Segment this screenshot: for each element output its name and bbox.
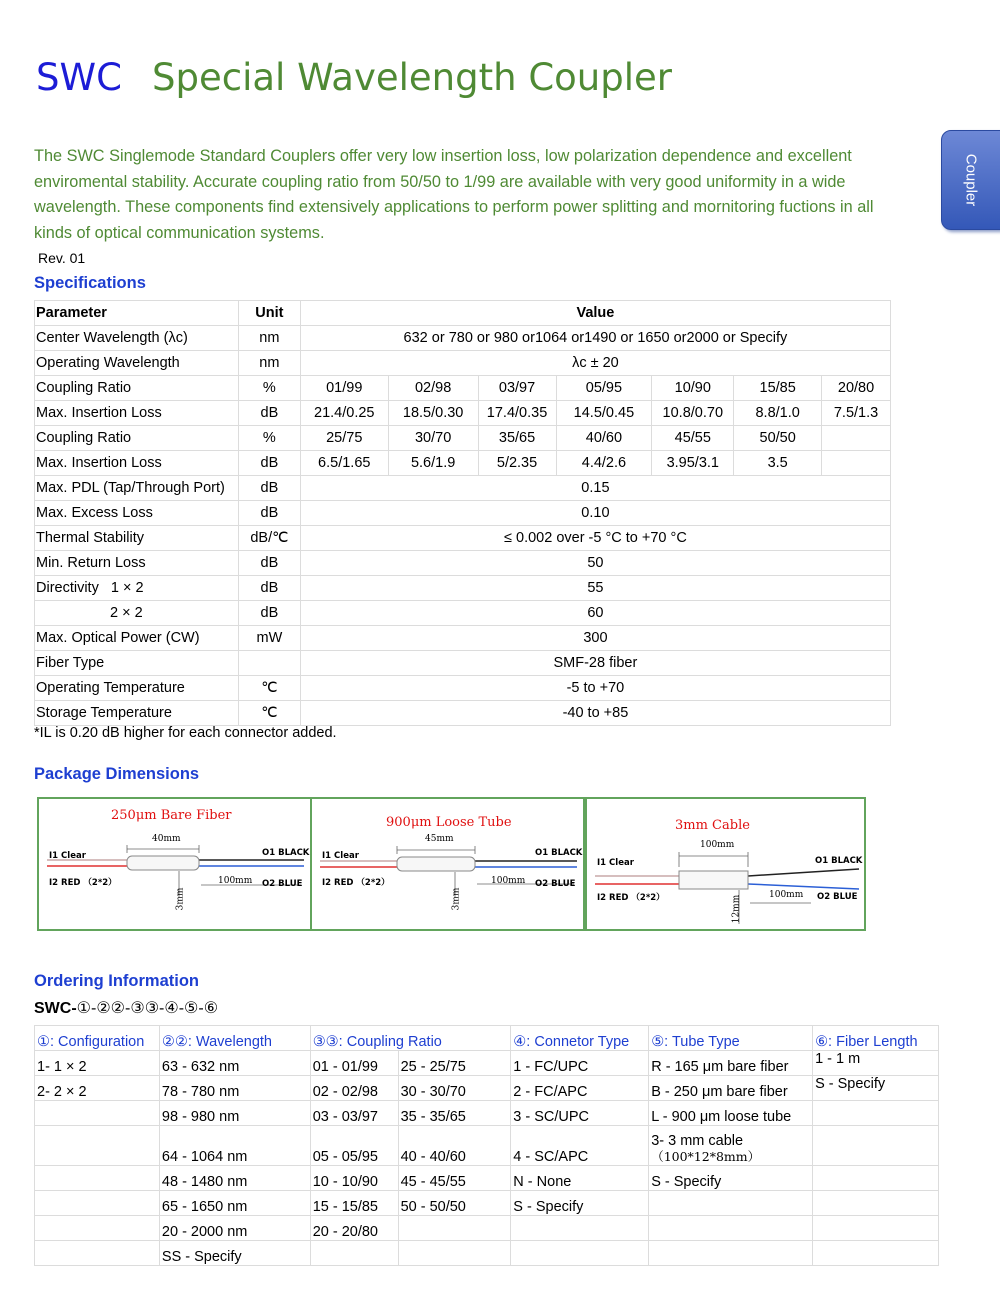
spec-unit: mW (238, 626, 300, 651)
spec-param: Directivity 1 × 2 (35, 576, 239, 601)
opt-tube (649, 1191, 813, 1216)
spec-value: 10/90 (652, 376, 734, 401)
spec-row (35, 651, 891, 676)
spec-row (35, 451, 891, 476)
spec-param: Max. PDL (Tap/Through Port) (35, 476, 239, 501)
intro-paragraph: The SWC Singlemode Standard Couplers offer very low insertion loss, low polarization dependence and excellent enviromental stability. Accurate coupling ratio from 50/50 to 1/99 are available with very good uniformity in a wide wavelength. These components find extensively applications to perform power splitting and mornitoring fuctions in all kinds of optical communication systems. (34, 147, 874, 243)
opt-connector: S - Specify (511, 1191, 649, 1216)
spec-value: SMF-28 fiber (300, 651, 890, 676)
spec-unit: ℃ (238, 701, 300, 726)
spec-param: Max. Excess Loss (35, 501, 239, 526)
spec-param: Fiber Type (35, 651, 239, 676)
header-value: Value (300, 301, 890, 326)
dim-length: 40mm (152, 834, 181, 844)
spec-unit: dB (238, 551, 300, 576)
spec-row (35, 501, 891, 526)
spec-value: 21.4/0.25 (300, 401, 388, 426)
ordering-row (35, 1051, 939, 1076)
cable-spec: （100*12*8mm） (651, 1149, 761, 1164)
spec-value: 60 (300, 601, 890, 626)
spec-value: 50/50 (734, 426, 822, 451)
side-tab-label: Coupler (962, 153, 980, 207)
spec-unit: dB (238, 576, 300, 601)
opt-ratio: 30 - 30/70 (398, 1076, 511, 1101)
spec-param: Coupling Ratio (35, 376, 239, 401)
opt-ratio (310, 1241, 398, 1266)
spec-param: Max. Optical Power (CW) (35, 626, 239, 651)
spec-unit: nm (238, 351, 300, 376)
spec-value: λc ± 20 (300, 351, 890, 376)
spec-param: Coupling Ratio (35, 426, 239, 451)
opt-length: 1 - 1 m (813, 1051, 939, 1076)
opt-length (813, 1126, 939, 1166)
spec-value: ≤ 0.002 over -5 °C to +70 °C (300, 526, 890, 551)
opt-wavelength: SS - Specify (159, 1241, 310, 1266)
opt-tube: 3- 3 mm cable (651, 1133, 744, 1149)
opt-ratio (398, 1216, 511, 1241)
package-panel-cable (585, 797, 866, 931)
spec-value: 632 or 780 or 980 or1064 or1490 or 1650 or2000 or Specify (300, 326, 890, 351)
spec-value: 15/85 (734, 376, 822, 401)
opt-tube-cable (649, 1126, 813, 1166)
label-o2: O2 BLUE (535, 879, 576, 889)
label-o2: O2 BLUE (262, 879, 303, 889)
opt-length (813, 1191, 939, 1216)
spec-row (35, 376, 891, 401)
header-configuration: ①: Configuration (35, 1026, 160, 1051)
specifications-table (34, 300, 891, 726)
spec-value: 25/75 (300, 426, 388, 451)
opt-config: 2- 2 × 2 (35, 1076, 160, 1101)
spec-value: 55 (300, 576, 890, 601)
opt-ratio (398, 1241, 511, 1266)
spec-value: 30/70 (388, 426, 478, 451)
ordering-row (35, 1101, 939, 1126)
header-tube: ⑤: Tube Type (649, 1026, 813, 1051)
spec-value (822, 426, 891, 451)
code-prefix: SWC- (34, 1000, 77, 1017)
ordering-heading: Ordering Information (34, 972, 199, 990)
spec-row (35, 426, 891, 451)
header-coupling-ratio: ③③: Coupling Ratio (310, 1026, 511, 1051)
spec-row (35, 626, 891, 651)
spec-value: 45/55 (652, 426, 734, 451)
spec-row (35, 551, 891, 576)
opt-length (813, 1241, 939, 1266)
opt-ratio: 20 - 20/80 (310, 1216, 398, 1241)
spec-value: 05/95 (556, 376, 652, 401)
label-i2: I2 RED （2*2） (322, 878, 390, 888)
spec-value: 20/80 (822, 376, 891, 401)
opt-ratio: 15 - 15/85 (310, 1191, 398, 1216)
opt-connector (511, 1241, 649, 1266)
opt-wavelength: 63 - 632 nm (159, 1051, 310, 1076)
spec-row (35, 326, 891, 351)
opt-ratio: 03 - 03/97 (310, 1101, 398, 1126)
spec-param: 2 × 2 (35, 601, 239, 626)
spec-value: 35/65 (478, 426, 556, 451)
panel-caption: 3mm Cable (675, 818, 750, 833)
opt-connector (511, 1216, 649, 1241)
loose-tube-drawing (312, 799, 583, 929)
opt-ratio: 25 - 25/75 (398, 1051, 511, 1076)
spec-param: Thermal Stability (35, 526, 239, 551)
dim-diameter: 12mm (731, 894, 742, 924)
spec-row (35, 601, 891, 626)
ordering-header-row (35, 1026, 939, 1051)
opt-ratio: 50 - 50/50 (398, 1191, 511, 1216)
spec-row (35, 476, 891, 501)
spec-value (822, 451, 891, 476)
ordering-row (35, 1191, 939, 1216)
ordering-row (35, 1216, 939, 1241)
spec-value: 14.5/0.45 (556, 401, 652, 426)
spec-unit: dB (238, 501, 300, 526)
opt-ratio: 02 - 02/98 (310, 1076, 398, 1101)
dim-lead: 100mm (769, 890, 804, 900)
spec-value: 8.8/1.0 (734, 401, 822, 426)
label-i1: I1 Clear (322, 851, 359, 861)
spec-value: 17.4/0.35 (478, 401, 556, 426)
opt-connector: 3 - SC/UPC (511, 1101, 649, 1126)
opt-config (35, 1216, 160, 1241)
opt-connector: N - None (511, 1166, 649, 1191)
spec-value: 50 (300, 551, 890, 576)
dim-lead: 100mm (218, 876, 253, 886)
opt-connector: 1 - FC/UPC (511, 1051, 649, 1076)
spec-value: 6.5/1.65 (300, 451, 388, 476)
spec-unit: dB/℃ (238, 526, 300, 551)
spec-unit: % (238, 376, 300, 401)
opt-tube: S - Specify (649, 1166, 813, 1191)
spec-value: 5.6/1.9 (388, 451, 478, 476)
spec-unit: ℃ (238, 676, 300, 701)
opt-config (35, 1166, 160, 1191)
opt-tube: B - 250 μm bare fiber (649, 1076, 813, 1101)
product-name: Special Wavelength Coupler (152, 56, 672, 99)
header-fiber-length: ⑥: Fiber Length (813, 1026, 939, 1051)
spec-value: 0.15 (300, 476, 890, 501)
spec-unit (238, 651, 300, 676)
spec-row (35, 401, 891, 426)
spec-value: -40 to +85 (300, 701, 890, 726)
spec-header-row (35, 301, 891, 326)
spec-value: 7.5/1.3 (822, 401, 891, 426)
spec-param: Max. Insertion Loss (35, 451, 239, 476)
dim-diameter: 3mm (175, 887, 186, 911)
opt-tube (649, 1216, 813, 1241)
spec-row (35, 526, 891, 551)
spec-param: Operating Wavelength (35, 351, 239, 376)
label-o1: O1 BLACK (262, 848, 310, 858)
ordering-row (35, 1166, 939, 1191)
opt-connector: 2 - FC/APC (511, 1076, 649, 1101)
panel-caption: 250μm Bare Fiber (111, 808, 232, 823)
side-tab-coupler[interactable] (941, 130, 1000, 230)
spec-param: Center Wavelength (λc) (35, 326, 239, 351)
opt-wavelength: 78 - 780 nm (159, 1076, 310, 1101)
opt-config (35, 1191, 160, 1216)
ordering-code (34, 998, 218, 1018)
spec-row (35, 351, 891, 376)
opt-wavelength: 65 - 1650 nm (159, 1191, 310, 1216)
opt-wavelength: 20 - 2000 nm (159, 1216, 310, 1241)
label-i1: I1 Clear (597, 858, 634, 868)
package-panel-bare-fiber (37, 797, 312, 931)
spec-row (35, 676, 891, 701)
spec-value: 5/2.35 (478, 451, 556, 476)
header-unit: Unit (238, 301, 300, 326)
ordering-row (35, 1076, 939, 1101)
code-fields: ①-②②-③③-④-⑤-⑥ (76, 1000, 219, 1017)
opt-tube: R - 165 μm bare fiber (649, 1051, 813, 1076)
label-o2: O2 BLUE (817, 892, 858, 902)
opt-connector: 4 - SC/APC (511, 1126, 649, 1166)
spec-value: 3.95/3.1 (652, 451, 734, 476)
spec-value: 40/60 (556, 426, 652, 451)
spec-value: 300 (300, 626, 890, 651)
spec-value: 0.10 (300, 501, 890, 526)
spec-unit: dB (238, 401, 300, 426)
ordering-row (35, 1126, 939, 1166)
label-i2: I2 RED （2*2） (597, 893, 665, 903)
spec-value: 10.8/0.70 (652, 401, 734, 426)
spec-unit: % (238, 426, 300, 451)
spec-value: 4.4/2.6 (556, 451, 652, 476)
spec-unit: dB (238, 451, 300, 476)
opt-length: S - Specify (813, 1076, 939, 1101)
opt-ratio: 35 - 35/65 (398, 1101, 511, 1126)
spec-unit: nm (238, 326, 300, 351)
spec-value: -5 to +70 (300, 676, 890, 701)
dim-lead: 100mm (491, 876, 526, 886)
spec-row (35, 576, 891, 601)
panel-caption: 900μm Loose Tube (386, 815, 512, 830)
opt-wavelength: 98 - 980 nm (159, 1101, 310, 1126)
header-connector: ④: Connetor Type (511, 1026, 649, 1051)
spec-unit: dB (238, 601, 300, 626)
label-i1: I1 Clear (49, 851, 86, 861)
opt-wavelength: 64 - 1064 nm (159, 1126, 310, 1166)
product-code: SWC (36, 56, 122, 99)
ordering-table (34, 1025, 939, 1266)
opt-config (35, 1126, 160, 1166)
ordering-row (35, 1241, 939, 1266)
opt-ratio: 40 - 40/60 (398, 1126, 511, 1166)
opt-wavelength: 48 - 1480 nm (159, 1166, 310, 1191)
opt-tube: L - 900 μm loose tube (649, 1101, 813, 1126)
label-o1: O1 BLACK (815, 856, 863, 866)
spec-param: Storage Temperature (35, 701, 239, 726)
connector-note: *IL is 0.20 dB higher for each connector added. (34, 725, 337, 741)
spec-unit: dB (238, 476, 300, 501)
opt-ratio: 01 - 01/99 (310, 1051, 398, 1076)
specifications-heading: Specifications (34, 274, 146, 292)
opt-ratio: 45 - 45/55 (398, 1166, 511, 1191)
label-o1: O1 BLACK (535, 848, 583, 858)
opt-tube (649, 1241, 813, 1266)
spec-row (35, 701, 891, 726)
opt-length (813, 1216, 939, 1241)
header-wavelength: ②②: Wavelength (159, 1026, 310, 1051)
opt-config (35, 1101, 160, 1126)
opt-config (35, 1241, 160, 1266)
dim-length: 45mm (425, 834, 454, 844)
opt-length (813, 1101, 939, 1126)
dim-diameter: 3mm (451, 887, 462, 911)
opt-config: 1- 1 × 2 (35, 1051, 160, 1076)
revision: Rev. 01 (38, 250, 86, 266)
spec-value: 3.5 (734, 451, 822, 476)
spec-param: Operating Temperature (35, 676, 239, 701)
spec-param: Min. Return Loss (35, 551, 239, 576)
package-heading: Package Dimensions (34, 765, 200, 783)
spec-value: 18.5/0.30 (388, 401, 478, 426)
opt-ratio: 05 - 05/95 (310, 1126, 398, 1166)
spec-value: 01/99 (300, 376, 388, 401)
package-panel-loose-tube (310, 797, 585, 931)
spec-param: Max. Insertion Loss (35, 401, 239, 426)
spec-value: 02/98 (388, 376, 478, 401)
opt-ratio: 10 - 10/90 (310, 1166, 398, 1191)
spec-value: 03/97 (478, 376, 556, 401)
header-parameter: Parameter (35, 301, 239, 326)
opt-length (813, 1166, 939, 1191)
dim-length: 100mm (700, 840, 735, 850)
label-i2: I2 RED （2*2） (49, 878, 117, 888)
